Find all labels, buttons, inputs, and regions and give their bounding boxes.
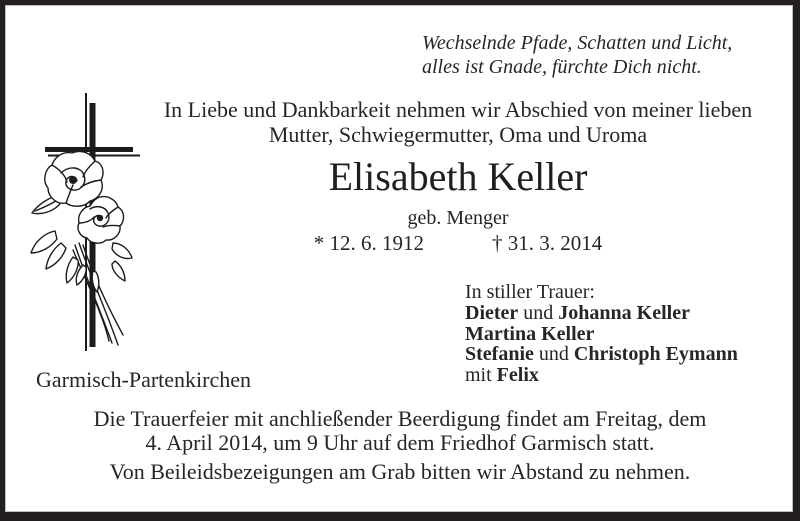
epigraph-line-1: Wechselnde Pfade, Schatten und Licht, [422,32,733,54]
intro-line-2: Mutter, Schwiegermutter, Oma und Uroma [268,122,648,147]
death-date: † 31. 3. 2014 [492,231,603,255]
funeral-line-1: Die Trauerfeier mit anchließender Beerdigung findet am Freitag, dem [93,406,707,431]
mourners-line: Stefanie und Christoph Eymann [465,343,738,366]
maiden-name: geb. Menger [407,207,509,229]
mourners-block [465,282,738,386]
epigraph [422,31,732,79]
funeral-line-2: 4. April 2014, um 9 Uhr auf dem Friedhof Garmisch statt. [145,429,655,455]
deceased-name: Elisabeth Keller [328,154,588,199]
mourners-line: Dieter und Johanna Keller [465,301,690,324]
epigraph-line-2: alles ist Gnade, fürchte Dich nicht. [422,56,702,78]
life-dates [314,231,603,256]
intro-text [164,97,752,147]
intro-line-1: In Liebe und Dankbarkeit nehmen wir Abschied von meiner lieben [163,97,753,122]
funeral-info [0,407,800,484]
condolence-note: Von Beileidsbezeigungen am Grab bitten wir Abstand zu nehmen. [109,459,691,484]
cross-and-roses-icon [15,85,150,357]
place-name: Garmisch-Partenkirchen [36,367,252,392]
birth-date: * 12. 6. 1912 [313,231,424,255]
mourners-line: Martina Keller [465,322,595,345]
mourners-heading: In stiller Trauer: [465,281,595,303]
mourners-line: mit Felix [465,364,539,387]
